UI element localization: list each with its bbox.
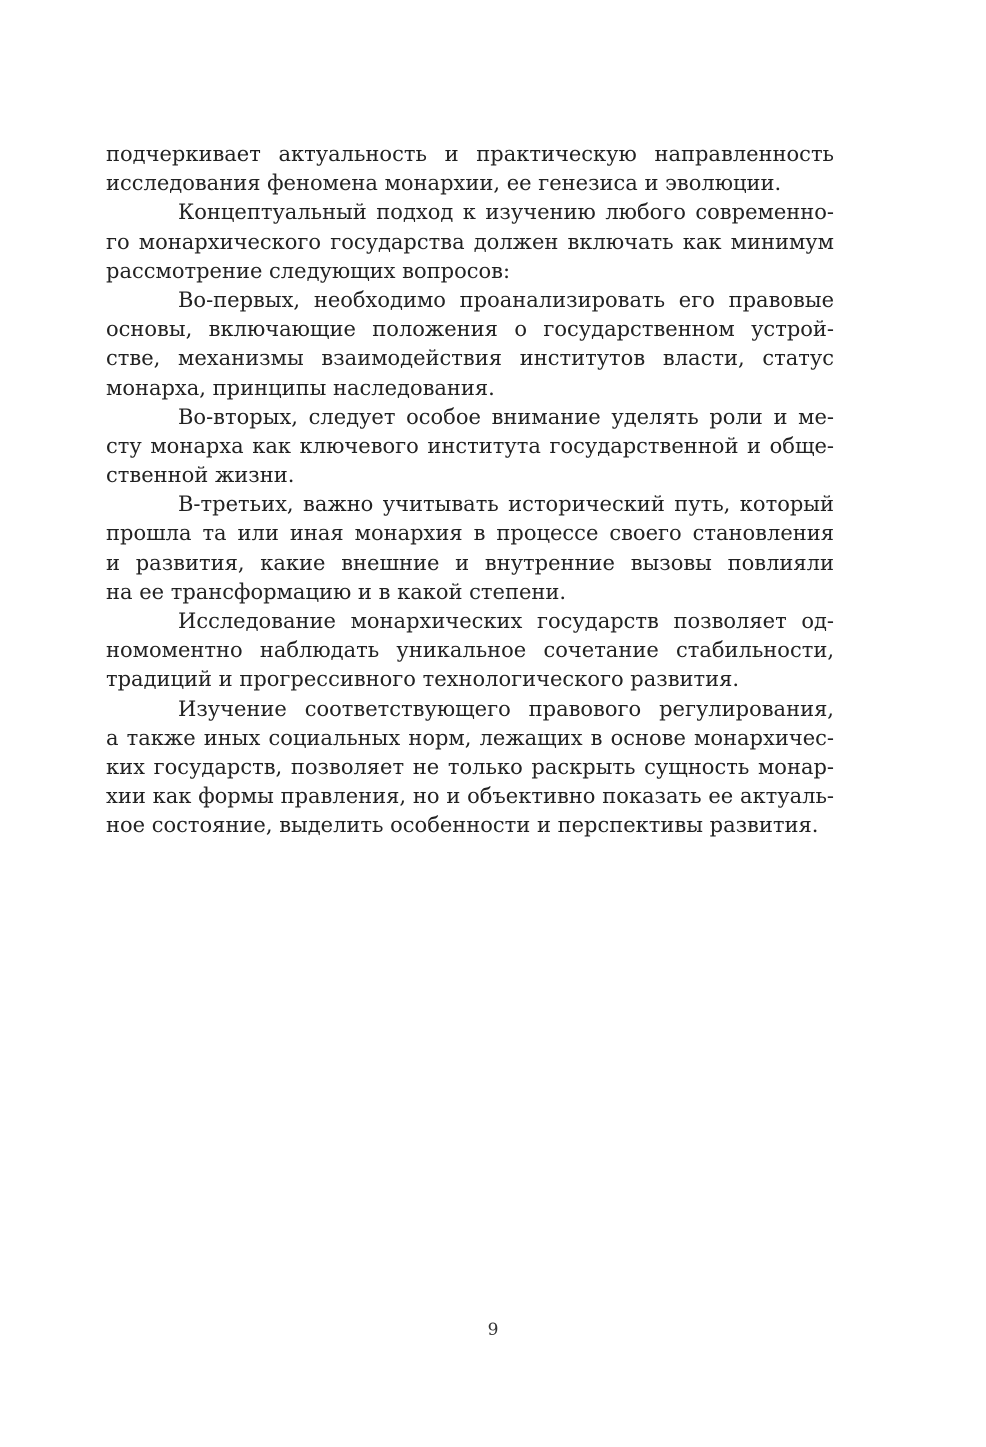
paragraph bbox=[106, 403, 834, 491]
text-line: Во-первых, необходимо проанализировать его правовые bbox=[178, 287, 834, 312]
text-line: и развития, какие внешние и внутренние вызовы повлияли bbox=[106, 550, 834, 575]
text-line: исследования феномена монархии, ее генезиса и эволюции. bbox=[106, 171, 782, 196]
text-line: го монархического государства должен включать как минимум bbox=[106, 229, 834, 254]
text-line: монарха, принципы наследования. bbox=[106, 375, 495, 400]
text-line: Концептуальный подход к изучению любого современно- bbox=[178, 200, 834, 225]
text-line: Во-вторых, следует особое внимание уделять роли и ме- bbox=[178, 404, 834, 429]
paragraph bbox=[106, 695, 834, 841]
paragraph bbox=[106, 198, 834, 286]
text-line: традиций и прогрессивного технологического развития. bbox=[106, 667, 740, 692]
paragraph bbox=[106, 140, 834, 198]
body-text bbox=[106, 140, 834, 841]
text-line: рассмотрение следующих вопросов: bbox=[106, 258, 511, 283]
text-line: на ее трансформацию и в какой степени. bbox=[106, 579, 567, 604]
page-number: 9 bbox=[487, 1320, 499, 1340]
text-line: Изучение соответствующего правового регулирования, bbox=[178, 696, 834, 721]
text-line: В-третьих, важно учитывать исторический путь, который bbox=[178, 492, 834, 517]
text-line: а также иных социальных норм, лежащих в основе монархичес- bbox=[106, 725, 834, 750]
text-line: подчеркивает актуальность и практическую направленность bbox=[106, 142, 834, 166]
text-line: номоментно наблюдать уникальное сочетание стабильности, bbox=[106, 638, 834, 663]
text-line: Исследование монархических государств позволяет од- bbox=[178, 609, 834, 633]
text-line: прошла та или иная монархия в процессе своего становления bbox=[106, 521, 834, 546]
text-line: хии как формы правления, но и объективно показать ее актуаль- bbox=[106, 784, 834, 809]
text-line: стве, механизмы взаимодействия институтов власти, статус bbox=[106, 346, 834, 371]
paragraph bbox=[106, 286, 834, 403]
text-line: основы, включающие положения о государственном устрой- bbox=[106, 317, 834, 342]
text-line: ких государств, позволяет не только раскрыть сущность монар- bbox=[106, 754, 834, 779]
text-line: сту монарха как ключевого института государственной и обще- bbox=[106, 433, 834, 458]
paragraph bbox=[106, 607, 834, 695]
paragraph bbox=[106, 490, 834, 607]
text-line: ное состояние, выделить особенности и перспективы развития. bbox=[106, 813, 819, 838]
text-line: ственной жизни. bbox=[106, 463, 295, 488]
